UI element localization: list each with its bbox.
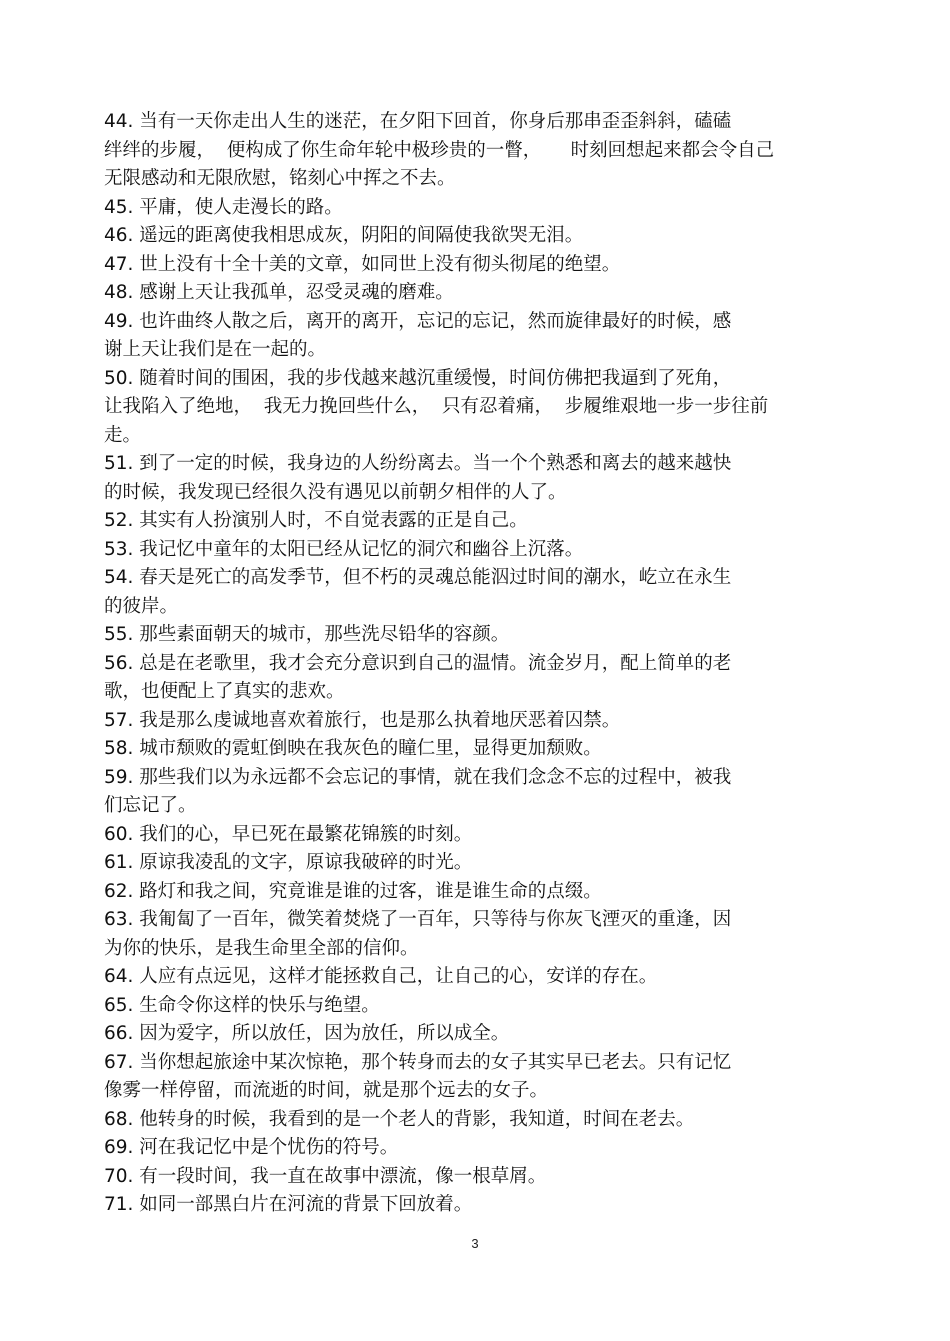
text-line: 像雾一样停留，而流逝的时间，就是那个远去的女子。	[104, 1080, 549, 1101]
text-line: 的时候，我发现已经很久没有遇见以前朝夕相伴的人了。	[104, 481, 567, 503]
text-line: 让我陷入了绝地， 我无力挽回些什么， 只有忍着痛， 步履维艰地一步一步往前	[104, 396, 769, 417]
page-number: 3	[471, 1236, 479, 1251]
text-body	[104, 108, 834, 1220]
text-line: 44. 当有一天你走出人生的迷茫，在夕阳下回首，你身后那串歪歪斜斜，磕磕	[104, 111, 732, 132]
text-line: 49. 也许曲终人散之后，离开的离开，忘记的忘记，然而旋律最好的时候，感	[104, 310, 732, 332]
text-line: 52. 其实有人扮演别人时，不自觉表露的正是自己。	[104, 510, 528, 531]
text-line: 的彼岸。	[104, 595, 179, 617]
text-line: 69. 河在我记忆中是个忧伤的符号。	[104, 1137, 399, 1158]
text-line: 58. 城市颓败的霓虹倒映在我灰色的瞳仁里，显得更加颓败。	[104, 738, 602, 759]
text-line: 59. 那些我们以为永远都不会忘记的事情，就在我们念念不忘的过程中，被我	[104, 766, 732, 788]
text-line: 48. 感谢上天让我孤单，忍受灵魂的磨难。	[104, 282, 454, 303]
text-line: 无限感动和无限欣慰，铭刻心中挥之不去。	[104, 168, 456, 189]
text-line: 70. 有一段时间，我一直在故事中漂流，像一根草屑。	[104, 1165, 547, 1187]
text-line: 51. 到了一定的时候，我身边的人纷纷离去。当一个个熟悉和离去的越来越快	[104, 453, 732, 474]
text-line: 67. 当你想起旅途中某次惊艳，那个转身而去的女子其实早已老去。只有记忆	[104, 1051, 732, 1073]
text-line: 56. 总是在老歌里，我才会充分意识到自己的温情。流金岁月，配上简单的老	[104, 652, 732, 674]
text-line: 65. 生命令你这样的快乐与绝望。	[104, 994, 380, 1016]
text-line: 62. 路灯和我之间，究竟谁是谁的过客，谁是谁生命的点缀。	[104, 880, 602, 902]
text-line: 走。	[104, 424, 142, 446]
text-line: 71. 如同一部黑白片在河流的背景下回放着。	[104, 1194, 473, 1215]
text-line: 64. 人应有点远见，这样才能拯救自己，让自己的心，安详的存在。	[104, 966, 658, 987]
text-line: 45. 平庸，使人走漫长的路。	[104, 196, 343, 218]
text-line: 68. 他转身的时候，我看到的是一个老人的背影，我知道，时间在老去。	[104, 1108, 695, 1130]
text-line: 50. 随着时间的围困，我的步伐越来越沉重缓慢，时间仿佛把我逼到了死角，	[104, 367, 732, 389]
text-line: 60. 我们的心，早已死在最繁花锦簇的时刻。	[104, 823, 473, 845]
text-line: 绊绊的步履， 便构成了你生命年轮中极珍贵的一瞥， 时刻回想起来都会令自己	[104, 139, 775, 161]
text-line: 53. 我记忆中童年的太阳已经从记忆的洞穴和幽谷上沉落。	[104, 538, 584, 560]
text-line: 们忘记了。	[104, 795, 197, 816]
text-line: 歌，也便配上了真实的悲欢。	[104, 681, 345, 702]
text-line: 66. 因为爱字，所以放任，因为放任，所以成全。	[104, 1023, 510, 1044]
text-line: 46. 遥远的距离使我相思成灰，阴阳的间隔使我欲哭无泪。	[104, 225, 584, 246]
text-line: 为你的快乐，是我生命里全部的信仰。	[104, 937, 419, 959]
text-line: 47. 世上没有十全十美的文章，如同世上没有彻头彻尾的绝望。	[104, 253, 621, 275]
text-line: 63. 我匍匐了一百年，微笑着焚烧了一百年，只等待与你灰飞湮灭的重逢，因	[104, 909, 732, 930]
text-line: 谢上天让我们是在一起的。	[104, 339, 327, 360]
text-line: 61. 原谅我凌乱的文字，原谅我破碎的时光。	[104, 852, 473, 873]
text-line: 54. 春天是死亡的高发季节，但不朽的灵魂总能泅过时间的潮水，屹立在永生	[104, 567, 732, 588]
text-line: 55. 那些素面朝天的城市，那些洗尽铅华的容颜。	[104, 624, 510, 645]
text-line: 57. 我是那么虔诚地喜欢着旅行，也是那么执着地厌恶着囚禁。	[104, 709, 621, 731]
